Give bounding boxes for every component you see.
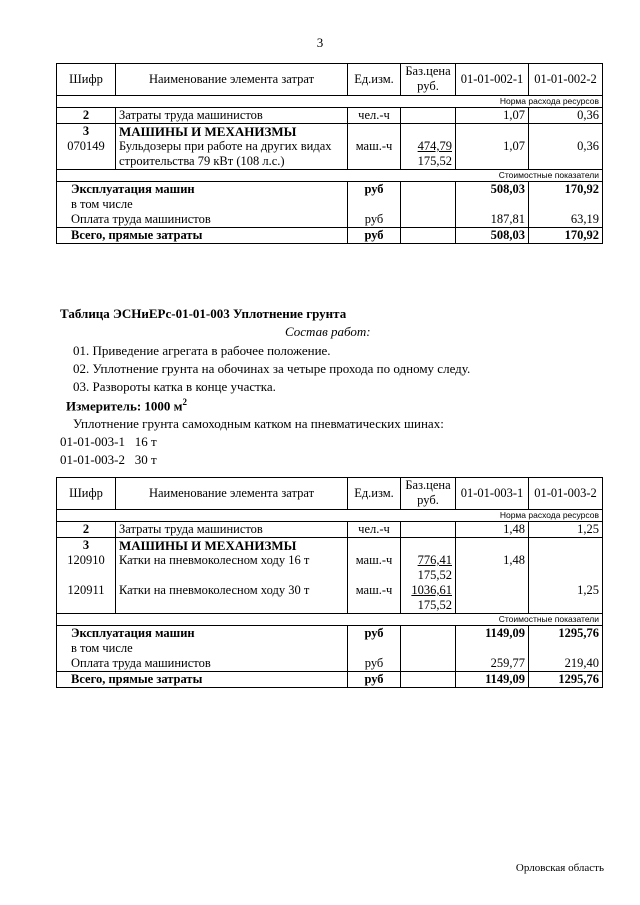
variant-code: 01-01-003-2 (60, 452, 125, 467)
labor-price (401, 522, 456, 538)
page-number: 3 (316, 35, 324, 50)
footer-region: Орловская область (515, 862, 604, 874)
machine-code: 120911 (57, 583, 116, 614)
machines-head-row (57, 538, 603, 554)
machine-unit: маш.-ч (348, 139, 401, 170)
labor-unit: чел.-ч (348, 522, 401, 538)
incl-row (57, 197, 603, 212)
pay-v1: 187,81 (456, 212, 529, 228)
labor-v2: 1,25 (529, 522, 603, 538)
header-price (401, 64, 456, 96)
header-col1: 01-01-002-1 (456, 64, 529, 96)
header-price (401, 478, 456, 510)
machine-v1: 1,07 (456, 139, 529, 170)
labor-v1: 1,48 (456, 522, 529, 538)
header-price-line1: Баз.цена (405, 64, 451, 78)
machine-price (401, 583, 456, 614)
header-price-line2: руб. (417, 79, 439, 93)
labor-row (57, 108, 603, 124)
machine-name (116, 139, 348, 170)
machine-row (57, 553, 603, 583)
labor-code: 2 (57, 108, 116, 124)
header-price-line1: Баз.цена (405, 478, 451, 492)
work-item: 02. Уплотнение грунта на обочинах за четыре прохода по одному следу. (73, 361, 471, 376)
resource-table-2 (56, 477, 603, 688)
header-unit: Ед.изм. (348, 478, 401, 510)
exploit-name: Эксплуатация машин (57, 182, 348, 198)
exploit-unit: руб (348, 626, 401, 642)
pay-unit: руб (348, 656, 401, 672)
variant-2 (60, 452, 157, 468)
cost-label: Стоимостные показатели (57, 170, 603, 182)
header-unit: Ед.изм. (348, 64, 401, 96)
total-unit: руб (348, 672, 401, 688)
incl-label: в том числе (57, 641, 348, 656)
labor-v1: 1,07 (456, 108, 529, 124)
machines-head-row (57, 124, 603, 140)
labor-unit: чел.-ч (348, 108, 401, 124)
labor-name: Затраты труда машинистов (116, 522, 348, 538)
total-row (57, 672, 603, 688)
incl-label: в том числе (57, 197, 348, 212)
pay-row (57, 656, 603, 672)
pay-row (57, 212, 603, 228)
labor-code: 2 (57, 522, 116, 538)
header-col2: 01-01-002-2 (529, 64, 603, 96)
variant-1 (60, 434, 157, 450)
exploit-unit: руб (348, 182, 401, 198)
machine-code: 070149 (57, 139, 116, 170)
machine-price-pay: 175,52 (417, 568, 452, 582)
cost-row (57, 614, 603, 626)
header-name: Наименование элемента затрат (116, 478, 348, 510)
total-v1: 1149,09 (456, 672, 529, 688)
measure (66, 397, 187, 414)
pay-v1: 259,77 (456, 656, 529, 672)
machine-unit: маш.-ч (348, 583, 401, 614)
work-item: 01. Приведение агрегата в рабочее положение. (73, 343, 331, 358)
header-col2: 01-01-003-2 (529, 478, 603, 510)
exploit-row (57, 626, 603, 642)
exploit-v1: 508,03 (456, 182, 529, 198)
machine-name: Катки на пневмоколесном ходу 30 т (116, 583, 348, 614)
machine-row (57, 583, 603, 614)
header-price-line2: руб. (417, 493, 439, 507)
works-title: Состав работ: (285, 324, 371, 339)
norm-label: Норма расхода ресурсов (57, 96, 603, 108)
norm-row (57, 510, 603, 522)
table-header-row (57, 478, 603, 510)
total-v2: 1295,76 (529, 672, 603, 688)
header-name: Наименование элемента затрат (116, 64, 348, 96)
total-name: Всего, прямые затраты (57, 672, 348, 688)
exploit-v2: 1295,76 (529, 626, 603, 642)
work-item: 03. Развороты катка в конце участка. (73, 379, 276, 394)
machine-price-main: 1036,61 (411, 583, 452, 597)
machine-price-pay: 175,52 (417, 598, 452, 612)
machine-code: 120910 (57, 553, 116, 583)
header-shifr: Шифр (57, 478, 116, 510)
labor-name: Затраты труда машинистов (116, 108, 348, 124)
machine-price (401, 553, 456, 583)
machines-title: МАШИНЫ И МЕХАНИЗМЫ (116, 538, 348, 554)
machine-name-line1: Бульдозеры при работе на других видах (119, 139, 332, 153)
labor-v2: 0,36 (529, 108, 603, 124)
machine-price-main: 776,41 (417, 553, 452, 567)
machine-v1 (456, 583, 529, 614)
machine-name: Катки на пневмоколесном ходу 16 т (116, 553, 348, 583)
machine-v2 (529, 553, 603, 583)
variant-value: 30 т (134, 452, 157, 467)
exploit-row (57, 182, 603, 198)
header-col1: 01-01-003-1 (456, 478, 529, 510)
pay-name: Оплата труда машинистов (57, 656, 348, 672)
norm-label: Норма расхода ресурсов (57, 510, 603, 522)
variant-value: 16 т (134, 434, 157, 449)
section-title: Таблица ЭСНиЕРс-01-01-003 Уплотнение грунта (60, 306, 347, 321)
header-shifr: Шифр (57, 64, 116, 96)
resource-table-1 (56, 63, 603, 244)
pay-name: Оплата труда машинистов (57, 212, 348, 228)
incl-row (57, 641, 603, 656)
total-unit: руб (348, 228, 401, 244)
pay-unit: руб (348, 212, 401, 228)
cost-row (57, 170, 603, 182)
machines-title: МАШИНЫ И МЕХАНИЗМЫ (116, 124, 348, 140)
machine-price-main: 474,79 (417, 139, 452, 153)
measure-text: Измеритель: 1000 м (66, 398, 183, 414)
measure-description: Уплотнение грунта самоходным катком на пневматических шинах: (73, 416, 444, 431)
cost-label: Стоимостные показатели (57, 614, 603, 626)
total-row (57, 228, 603, 244)
pay-v2: 63,19 (529, 212, 603, 228)
machines-code: 3 (57, 124, 116, 140)
table-header-row (57, 64, 603, 96)
exploit-v1: 1149,09 (456, 626, 529, 642)
labor-price (401, 108, 456, 124)
total-v1: 508,03 (456, 228, 529, 244)
exploit-v2: 170,92 (529, 182, 603, 198)
labor-row (57, 522, 603, 538)
total-name: Всего, прямые затраты (57, 228, 348, 244)
measure-sup: 2 (182, 397, 188, 407)
machine-price-pay: 175,52 (417, 154, 452, 168)
machine-v2: 0,36 (529, 139, 603, 170)
norm-row (57, 96, 603, 108)
pay-v2: 219,40 (529, 656, 603, 672)
machine-v1: 1,48 (456, 553, 529, 583)
exploit-name: Эксплуатация машин (57, 626, 348, 642)
machine-unit: маш.-ч (348, 553, 401, 583)
machines-code: 3 (57, 538, 116, 554)
machine-name-line2: строительства 79 кВт (108 л.с.) (119, 154, 285, 168)
machine-row (57, 139, 603, 170)
machine-v2: 1,25 (529, 583, 603, 614)
total-v2: 170,92 (529, 228, 603, 244)
variant-code: 01-01-003-1 (60, 434, 125, 449)
machine-price (401, 139, 456, 170)
